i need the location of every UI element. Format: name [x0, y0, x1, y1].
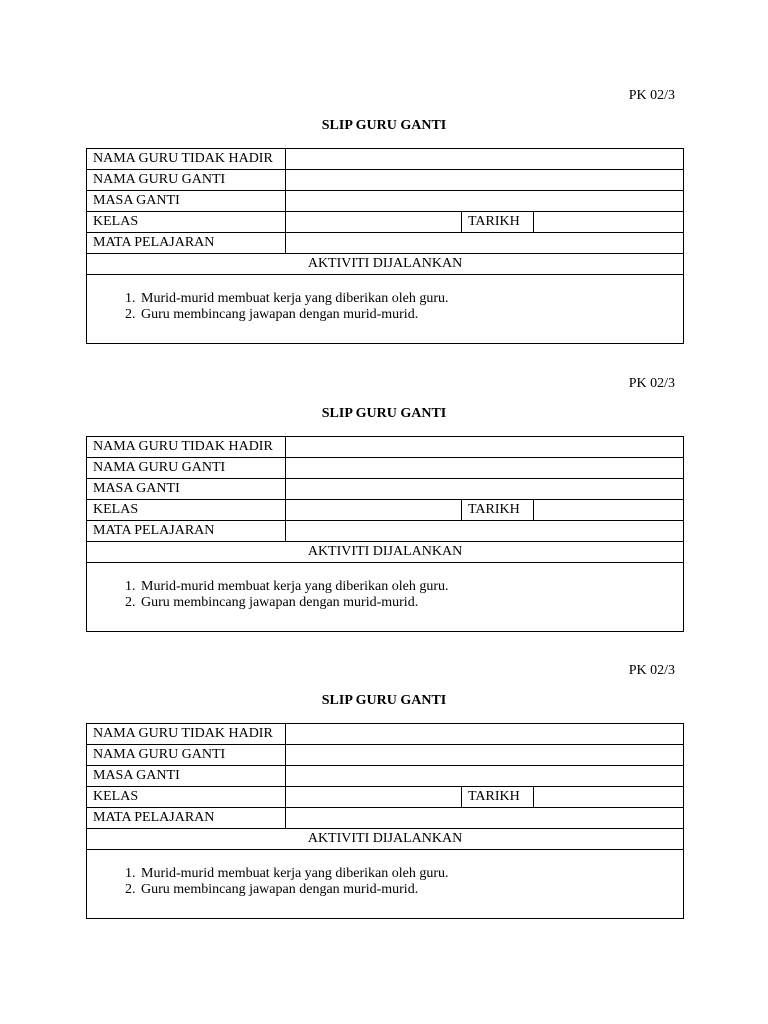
subject-label: MATA PELAJARAN: [87, 233, 286, 254]
class-field[interactable]: [286, 787, 462, 808]
substitute-teacher-row: [87, 458, 684, 479]
substitute-teacher-label: NAMA GURU GANTI: [87, 458, 286, 479]
slip-title: SLIP GURU GANTI: [321, 406, 447, 421]
activity-item: 1. Murid-murid membuat kerja yang diberikan oleh guru.: [139, 291, 683, 307]
activities-list: [87, 579, 683, 611]
slip-form-table: [86, 723, 684, 919]
date-label: TARIKH: [462, 787, 534, 808]
absent-teacher-row: [87, 437, 684, 458]
activity-item: 2. Guru membincang jawapan dengan murid-murid.: [139, 882, 683, 898]
form-code: PK 02/3: [628, 88, 675, 103]
date-label: TARIKH: [462, 500, 534, 521]
time-field[interactable]: [286, 479, 684, 500]
time-label: MASA GANTI: [87, 191, 286, 212]
time-field[interactable]: [286, 766, 684, 787]
class-row: [87, 787, 684, 808]
time-field[interactable]: [286, 191, 684, 212]
activity-item: 2. Guru membincang jawapan dengan murid-murid.: [139, 307, 683, 323]
absent-teacher-field[interactable]: [286, 149, 684, 170]
substitute-slip-3: [0, 663, 768, 933]
activities-row: [87, 850, 684, 919]
activities-header: AKTIVITI DIJALANKAN: [87, 829, 684, 850]
absent-teacher-label: NAMA GURU TIDAK HADIR: [87, 437, 286, 458]
substitute-teacher-row: [87, 170, 684, 191]
activities-row: [87, 563, 684, 632]
activity-item: 1. Murid-murid membuat kerja yang diberikan oleh guru.: [139, 866, 683, 882]
slip-title: SLIP GURU GANTI: [321, 693, 447, 708]
subject-field[interactable]: [286, 808, 684, 829]
activities-header-row: [87, 829, 684, 850]
substitute-teacher-field[interactable]: [286, 458, 684, 479]
subject-field[interactable]: [286, 233, 684, 254]
activities-cell: [87, 275, 684, 344]
activities-header: AKTIVITI DIJALANKAN: [87, 542, 684, 563]
date-field[interactable]: [534, 212, 684, 233]
date-field[interactable]: [534, 787, 684, 808]
substitute-teacher-field[interactable]: [286, 745, 684, 766]
class-row: [87, 500, 684, 521]
substitute-slip-2: [0, 376, 768, 646]
activities-list: [87, 866, 683, 898]
class-label: KELAS: [87, 212, 286, 233]
class-field[interactable]: [286, 212, 462, 233]
time-row: [87, 191, 684, 212]
activities-cell: [87, 850, 684, 919]
activity-item: 2. Guru membincang jawapan dengan murid-murid.: [139, 595, 683, 611]
absent-teacher-field[interactable]: [286, 724, 684, 745]
class-label: KELAS: [87, 500, 286, 521]
slip-title: SLIP GURU GANTI: [321, 118, 447, 133]
absent-teacher-label: NAMA GURU TIDAK HADIR: [87, 724, 286, 745]
activities-header-row: [87, 542, 684, 563]
substitute-teacher-row: [87, 745, 684, 766]
class-row: [87, 212, 684, 233]
activities-list: [87, 291, 683, 323]
substitute-slip-1: [0, 88, 768, 358]
date-field[interactable]: [534, 500, 684, 521]
absent-teacher-row: [87, 724, 684, 745]
substitute-teacher-label: NAMA GURU GANTI: [87, 170, 286, 191]
class-field[interactable]: [286, 500, 462, 521]
activities-row: [87, 275, 684, 344]
absent-teacher-label: NAMA GURU TIDAK HADIR: [87, 149, 286, 170]
activities-header: AKTIVITI DIJALANKAN: [87, 254, 684, 275]
subject-row: [87, 521, 684, 542]
time-row: [87, 479, 684, 500]
absent-teacher-row: [87, 149, 684, 170]
activities-header-row: [87, 254, 684, 275]
form-code: PK 02/3: [628, 663, 675, 678]
subject-row: [87, 233, 684, 254]
slip-form-table: [86, 148, 684, 344]
date-label: TARIKH: [462, 212, 534, 233]
class-label: KELAS: [87, 787, 286, 808]
absent-teacher-field[interactable]: [286, 437, 684, 458]
time-label: MASA GANTI: [87, 766, 286, 787]
substitute-teacher-label: NAMA GURU GANTI: [87, 745, 286, 766]
activity-item: 1. Murid-murid membuat kerja yang diberikan oleh guru.: [139, 579, 683, 595]
subject-field[interactable]: [286, 521, 684, 542]
form-code: PK 02/3: [628, 376, 675, 391]
subject-row: [87, 808, 684, 829]
activities-cell: [87, 563, 684, 632]
subject-label: MATA PELAJARAN: [87, 521, 286, 542]
time-label: MASA GANTI: [87, 479, 286, 500]
slip-form-table: [86, 436, 684, 632]
substitute-teacher-field[interactable]: [286, 170, 684, 191]
time-row: [87, 766, 684, 787]
subject-label: MATA PELAJARAN: [87, 808, 286, 829]
